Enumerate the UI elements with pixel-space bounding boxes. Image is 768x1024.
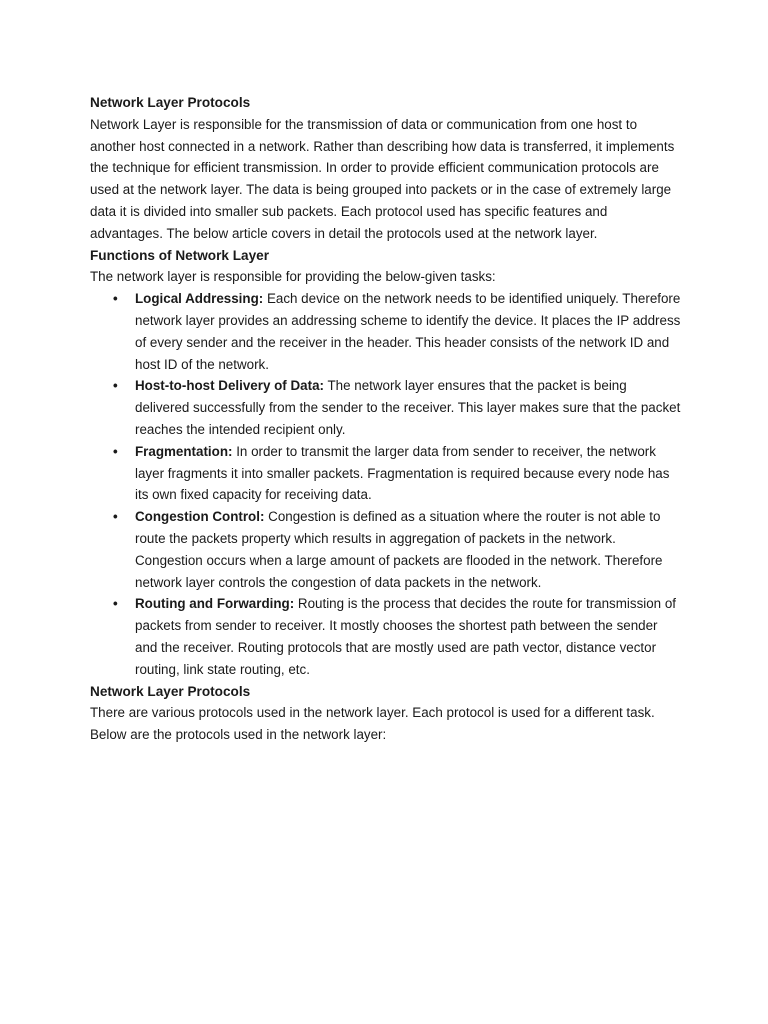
list-item-text: Each device on the network needs to be identified uniquely. Therefore network layer provides an addressing scheme to identify the device. It places the IP address of every sender and the receiver in the header. This header consists of the network ID and host ID of the network. [135,291,681,372]
list-item-host-to-host-delivery [135,375,682,440]
list-item-fragmentation [135,441,682,506]
document-page [90,92,682,746]
list-item-text: The network layer ensures that the packet is being delivered successfully from the sender to the receiver. This layer makes sure that the packet reaches the intended recipient only. [135,378,681,437]
functions-list [90,288,682,680]
list-item-text: In order to transmit the larger data from sender to receiver, the network layer fragments it into smaller packets. Fragmentation is required because every node has its own fixed capacity for receiving data. [135,443,670,503]
list-item-term: Fragmentation: [135,443,233,459]
list-item-logical-addressing [135,288,682,375]
list-item-text: Routing is the process that decides the route for transmission of packets from sender to receiver. It mostly chooses the shortest path between the sender and the receiver. Routing protocols that are mostly used are path vector, distance vector routing, link state routing, etc. [135,596,677,677]
functions-intro-paragraph: The network layer is responsible for providing the below-given tasks: [90,269,496,285]
list-item-term: Logical Addressing: [135,291,264,307]
intro-paragraph: Network Layer is responsible for the transmission of data or communication from one host to another host connected in a network. Rather than describing how data is transferred, it implements the technique for efficient transmission. In order to provide efficient communication protocols are used at the network layer. The data is being grouped into packets or in the case of extremely large data it is divided into smaller sub packets. Each protocol used has specific features and advantages. The below article covers in detail the protocols used at the network layer. [90,116,675,241]
list-item-routing-and-forwarding [135,593,682,680]
list-item-term: Congestion Control: [135,509,265,525]
list-item-term: Routing and Forwarding: [135,596,295,612]
section-heading-network-layer-protocols: Network Layer Protocols [90,95,251,110]
list-item-congestion-control [135,506,682,593]
section-heading-protocols: Network Layer Protocols [90,683,251,699]
section-heading-functions: Functions of Network Layer [90,247,270,263]
protocols-intro-paragraph: There are various protocols used in the network layer. Each protocol is used for a different task. Below are the protocols used in the network layer: [90,705,655,743]
list-item-text: Congestion is defined as a situation where the router is not able to route the packets property which results in aggregation of packets in the network. Congestion occurs when a large amount of packets are flooded in the network. Therefore network layer controls the congestion of data packets in the network. [135,509,663,590]
list-item-term: Host-to-host Delivery of Data: [135,378,324,394]
